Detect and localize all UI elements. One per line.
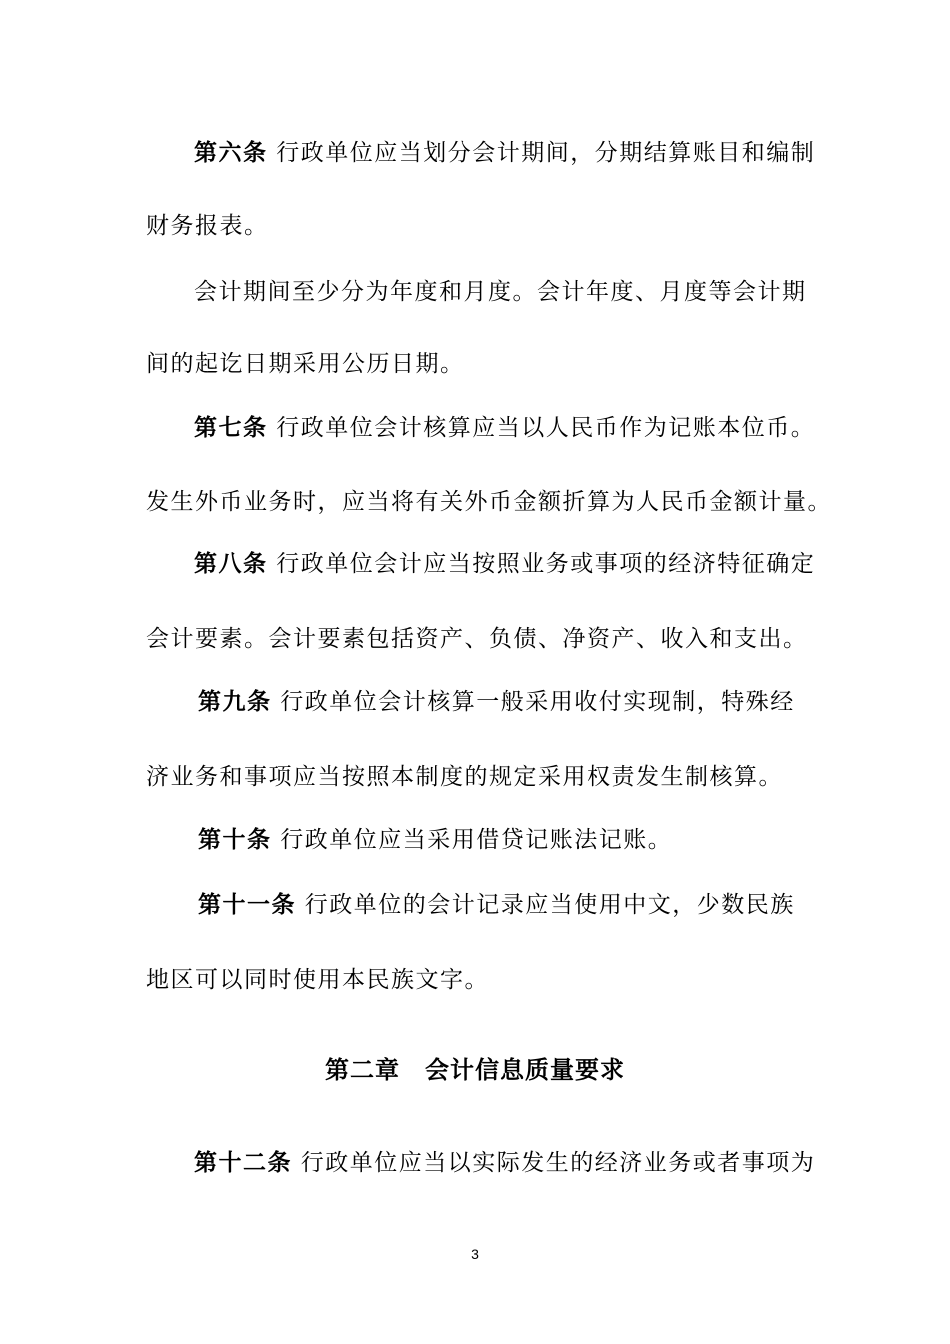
article-9-line-2: 济业务和事项应当按照本制度的规定采用权责发生制核算。 [146, 764, 783, 790]
article-text: 行政单位的会计记录应当使用中文，少数民族 [296, 892, 795, 918]
article-11-line-2: 地区可以同时使用本民族文字。 [146, 967, 489, 993]
article-label: 第十一条 [198, 892, 296, 918]
article-7-line-2: 发生外币业务时，应当将有关外币金额折算为人民币金额计量。 [146, 489, 832, 515]
article-label: 第六条 [194, 140, 268, 166]
article-9-line-1 [198, 687, 795, 717]
article-label: 第七条 [194, 415, 268, 441]
article-text: 行政单位应当划分会计期间，分期结算账目和编制 [267, 140, 816, 166]
article-10-line-1 [198, 825, 672, 855]
article-label: 第十条 [198, 827, 272, 853]
paragraph-periods-line-1: 会计期间至少分为年度和月度。会计年度、月度等会计期 [194, 279, 807, 305]
chapter-heading: 第二章 会计信息质量要求 [325, 1056, 625, 1084]
article-label: 第八条 [194, 551, 268, 577]
article-text: 行政单位会计核算一般采用收付实现制，特殊经 [271, 689, 795, 715]
article-label: 第九条 [198, 689, 272, 715]
paragraph-periods-line-2: 间的起讫日期采用公历日期。 [146, 351, 465, 377]
page-number: 3 [471, 1246, 479, 1262]
article-6-line-1 [194, 138, 815, 168]
article-6-line-2: 财务报表。 [146, 213, 269, 239]
article-text: 行政单位会计核算应当以人民币作为记账本位币。 [267, 415, 816, 441]
article-text: 行政单位应当以实际发生的经济业务或者事项为 [292, 1150, 816, 1176]
article-8-line-1 [194, 549, 815, 579]
article-12-line-1 [194, 1148, 815, 1178]
article-7-line-1 [194, 413, 815, 443]
article-11-line-1 [198, 890, 795, 920]
article-label: 第十二条 [194, 1150, 292, 1176]
article-text: 行政单位应当采用借贷记账法记账。 [271, 827, 673, 853]
article-8-line-2: 会计要素。会计要素包括资产、负债、净资产、收入和支出。 [146, 626, 808, 652]
article-text: 行政单位会计应当按照业务或事项的经济特征确定 [267, 551, 816, 577]
